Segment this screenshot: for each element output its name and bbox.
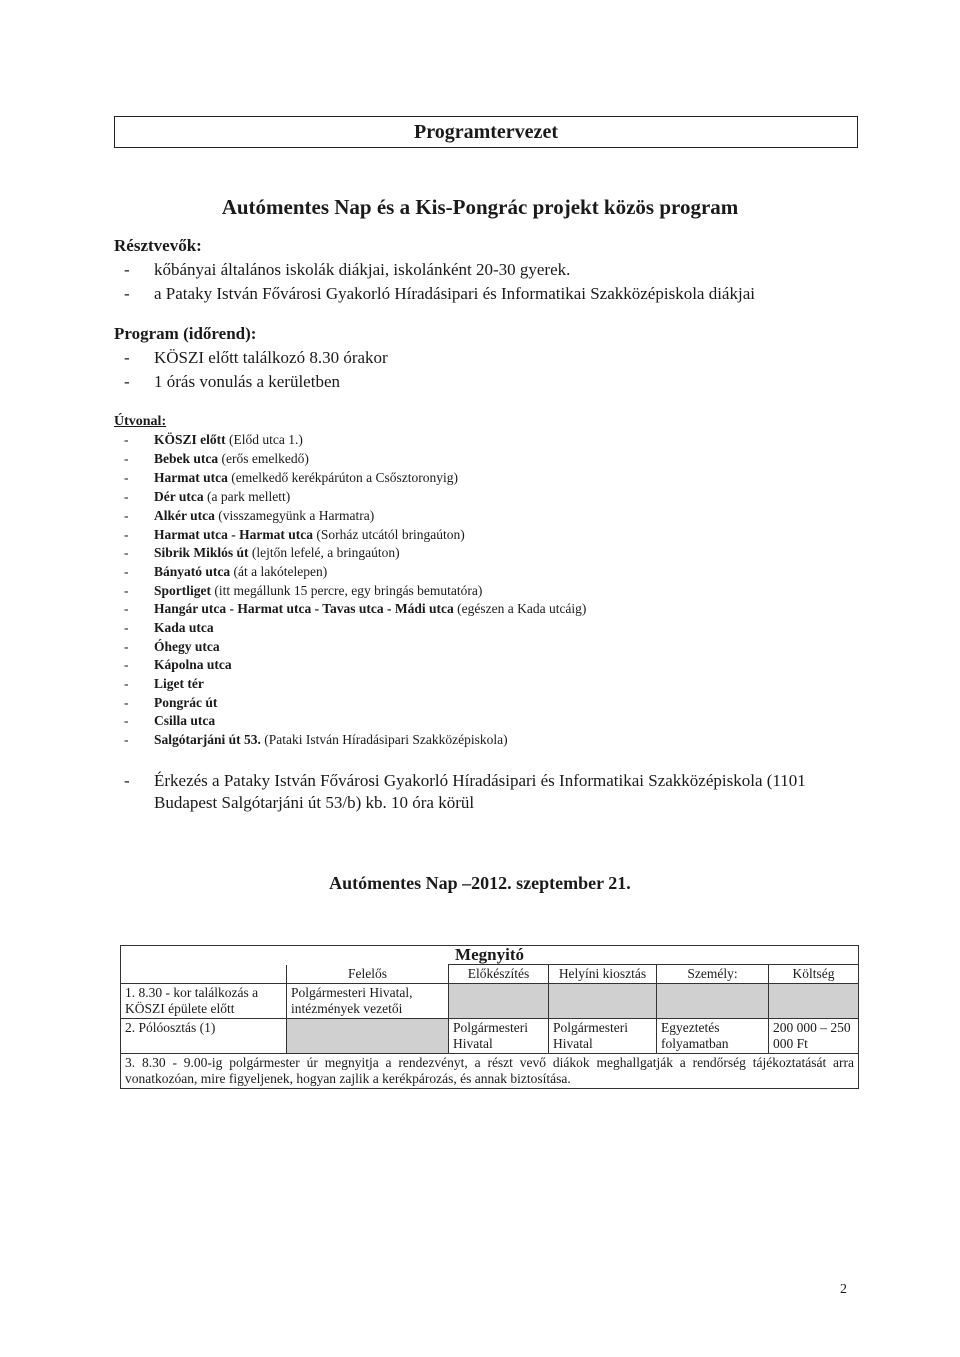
- main-title: Autómentes Nap és a Kis-Pongrác projekt közös program: [221, 195, 739, 219]
- route-item: - Kada utca: [124, 620, 214, 635]
- table-note: 3. 8.30 - 9.00-ig polgármester úr megnyitja a rendezvényt, a részt vevő diákok meghallgatják a rendőrség tájékoztatását arra vonatkozóan, mire figyeljenek, hogyan zajlik a kerékpározás, és annak biztosítása.: [121, 1054, 859, 1089]
- program-label: Program (időrend):: [114, 324, 257, 343]
- table-column: [121, 965, 287, 984]
- route-item: - Harmat utca (emelkedő kerékpárúton a Csősztoronyig): [124, 470, 459, 485]
- table-column: Személy:: [657, 965, 769, 984]
- participants-label: Résztvevők:: [114, 236, 202, 255]
- table-column: Költség: [769, 965, 859, 984]
- route-item: - Hangár utca - Harmat utca - Tavas utca - Mádi utca (egészen a Kada utcáig): [124, 601, 587, 616]
- route-item: - Salgótarjáni út 53. (Pataki István Híradásipari Szakközépiskola): [124, 732, 508, 747]
- table-cell: Polgármesteri Hivatal: [449, 1019, 549, 1054]
- table-cell: Polgármesteri Hivatal: [549, 1019, 657, 1054]
- table-cell: [657, 984, 769, 1019]
- table-column: Helyíni kiosztás: [549, 965, 657, 984]
- participant-item: - kőbányai általános iskolák diákjai, iskolánként 20-30 gyerek.: [124, 260, 571, 279]
- route-item: - Sibrik Miklós út (lejtőn lefelé, a bringaúton): [124, 545, 400, 560]
- table-column: Felelős: [287, 965, 449, 984]
- program-item: - 1 órás vonulás a kerületben: [124, 372, 340, 391]
- program-item: - KÖSZI előtt találkozó 8.30 órakor: [124, 348, 388, 367]
- table-row: [121, 1019, 859, 1054]
- page-title-box: [114, 116, 858, 148]
- route-item: - Liget tér: [124, 676, 204, 691]
- table-cell: [449, 984, 549, 1019]
- route-item: - KÖSZI előtt (Előd utca 1.): [124, 432, 303, 447]
- page-title: Programtervezet: [414, 120, 558, 143]
- table-columns-row: [121, 965, 859, 984]
- table-header-row: [121, 946, 859, 965]
- route-item: - Csilla utca: [124, 713, 216, 728]
- route-item: - Bebek utca (erős emelkedő): [124, 451, 309, 466]
- arrival-item: - Érkezés a Pataky István Fővárosi Gyakorló Híradásipari és Informatikai Szakközépiskola (1101 Budapest Salgótarjáni út 53/b) kb. 10 óra körül: [124, 771, 806, 812]
- route-item: - Óhegy utca: [124, 639, 220, 654]
- table-row: [121, 1054, 859, 1089]
- participant-item: - a Pataky István Fővárosi Gyakorló Híradásipari és Informatikai Szakközépiskola diákjai: [124, 284, 755, 303]
- table-cell: [549, 984, 657, 1019]
- table-cell: [287, 1019, 449, 1054]
- table-cell: 200 000 – 250 000 Ft: [769, 1019, 859, 1054]
- table-cell: Polgármesteri Hivatal, intézmények vezetői: [287, 984, 449, 1019]
- route-item: - Kápolna utca: [124, 657, 232, 672]
- route-item: - Alkér utca (visszamegyünk a Harmatra): [124, 508, 375, 523]
- table-cell: [769, 984, 859, 1019]
- table-row: [121, 984, 859, 1019]
- route-item: - Pongrác út: [124, 695, 218, 710]
- page-number: 2: [840, 1282, 847, 1297]
- program-table: [120, 945, 859, 1089]
- table-header: Megnyitó: [121, 946, 859, 965]
- table-cell: 1. 8.30 - kor találkozás a KÖSZI épülete előtt: [121, 984, 287, 1019]
- table-cell: 2. Pólóosztás (1): [121, 1019, 287, 1054]
- route-item: - Sportliget (itt megállunk 15 percre, egy bringás bemutatóra): [124, 583, 483, 598]
- route-item: - Bányató utca (át a lakótelepen): [124, 564, 328, 579]
- section-title: Autómentes Nap –2012. szeptember 21.: [329, 873, 631, 893]
- route-item: - Harmat utca - Harmat utca (Sorház utcától bringaúton): [124, 527, 465, 542]
- table-column: Előkészítés: [449, 965, 549, 984]
- route-item: - Dér utca (a park mellett): [124, 489, 291, 504]
- route-label: Útvonal:: [114, 414, 167, 429]
- table-cell: Egyeztetés folyamatban: [657, 1019, 769, 1054]
